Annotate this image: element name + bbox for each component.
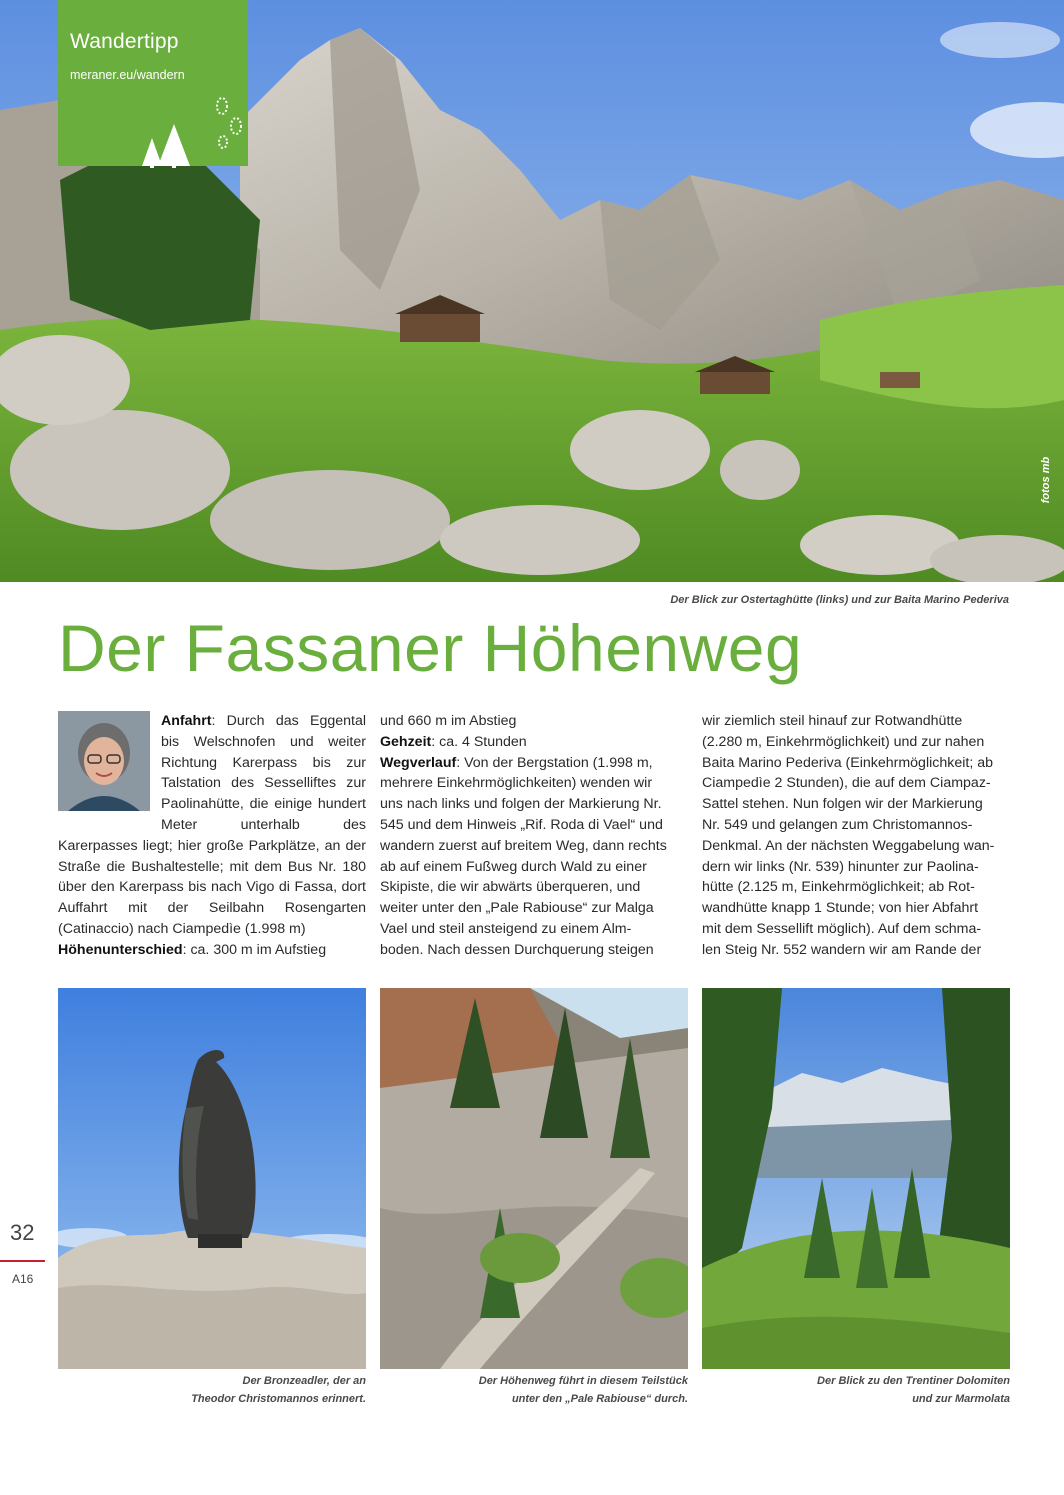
text-column-3: [702, 711, 1010, 961]
photo-credit: fotos mb: [1040, 456, 1052, 504]
text-line: uns nach links und folgen der Markierung Nr.: [380, 796, 662, 813]
hero-caption: Der Blick zur Ostertaghütte (links) und zur Baita Marino Pederiva: [670, 594, 1009, 606]
dolomites-photo: [702, 988, 1010, 1369]
text-anfahrt: : Durch das Eggental bis Welschnofen und weiter Richtung Karerpass bis zur Talstation des Sesselliftes zur Paolinahütte, die einige hundert Meter unterhalb des Karerpasses liegt; hier große Parkplätze, an der Straße die Bushaltestelle; mit dem Bus Nr. 180 über den Karerpass bis nach Vigo di Fassa, dort Auffahrt mit der Seilbahn Rosengarten (Catinaccio) nach Ciampedìe (1.998 m): [58, 713, 366, 937]
text-line: Sattel stehen. Nun folgen wir der Markierung: [702, 796, 983, 813]
text-line: boden. Nach dessen Durchquerung steigen: [380, 941, 654, 958]
text-column-2: [380, 711, 688, 961]
text-line: weiter unter den „Pale Rabiouse“ zur Malga: [380, 900, 654, 917]
text-line: Baita Marino Pederiva (Einkehrmöglichkeit; ab: [702, 754, 993, 771]
gehzeit-line: Gehzeit: ca. 4 Stunden: [380, 733, 527, 750]
text-line: 545 und dem Hinweis „Rif. Roda di Vael“ und: [380, 816, 663, 833]
trail-caption: Der Höhenweg führt in diesem Teilstück unter den „Pale Rabiouse“ durch.: [478, 1375, 688, 1405]
text-line: (2.280 m, Einkehrmöglichkeit) und zur nahen: [702, 733, 985, 750]
page-rule: [0, 1260, 45, 1262]
text-column-1: [58, 711, 366, 961]
author-photo: [58, 711, 150, 811]
text-line: mit dem Sessellift möglich). Auf dem schma-: [702, 920, 982, 937]
text-line: Nr. 549 und gelangen zum Christomannos-: [702, 816, 973, 833]
wandertipp-badge: [58, 0, 248, 166]
badge-title: Wandertipp: [70, 30, 179, 53]
text-line: Ciampedìe 2 Stunden), die auf dem Ciampaz-: [702, 775, 991, 792]
text-line: wandern zuerst auf breitem Weg, dann rechts: [380, 837, 667, 854]
dolomites-caption: Der Blick zu den Trentiner Dolomiten und zur Marmolata: [817, 1375, 1010, 1405]
text-hoehenunterschied: : ca. 300 m im Aufstieg: [182, 941, 327, 958]
label-anfahrt: Anfahrt: [161, 713, 212, 729]
text-line: ab auf einem Fußweg durch Wald zu einer: [380, 858, 647, 875]
wegverlauf-line: Wegverlauf: Von der Bergstation (1.998 m,: [380, 754, 653, 771]
trees-icon: [138, 124, 208, 168]
text-line: hütte (2.125 m, Einkehrmöglichkeit; ab Rot-: [702, 879, 975, 896]
text-line: Skipiste, die wir abwärts überqueren, und: [380, 879, 641, 896]
text-line: dern wir links (Nr. 539) hinunter zur Paolina-: [702, 858, 979, 875]
label-hoehenunterschied: Höhenunterschied: [58, 941, 183, 958]
text-line: mehrere Einkehrmöglichkeiten) wenden wir: [380, 775, 653, 792]
edition-label: A16: [12, 1272, 34, 1286]
text-line: Denkmal. An der nächsten Weggabelung wan-: [702, 837, 995, 854]
eagle-photo: [58, 988, 366, 1369]
text-line: und 660 m im Abstieg: [380, 713, 517, 729]
eagle-caption: Der Bronzeadler, der an Theodor Christomannos erinnert.: [191, 1375, 366, 1405]
trail-photo: [380, 988, 688, 1369]
text-line: wir ziemlich steil hinauf zur Rotwandhütte: [702, 713, 963, 729]
text-line: Vael und steil ansteigend zu einem Alm-: [380, 920, 632, 937]
text-line: wandhütte knapp 1 Stunde; von hier Abfahrt: [702, 900, 979, 917]
page-number: 32: [10, 1220, 35, 1245]
footprints-icon: [214, 96, 244, 152]
badge-url[interactable]: meraner.eu/wandern: [70, 68, 185, 82]
label-wegverlauf: Wegverlauf: [380, 754, 457, 771]
article-headline: Der Fassaner Höhenweg: [58, 611, 803, 685]
text-line: len Steig Nr. 552 wandern wir am Rande der: [702, 941, 982, 958]
label-gehzeit: Gehzeit: [380, 733, 432, 750]
